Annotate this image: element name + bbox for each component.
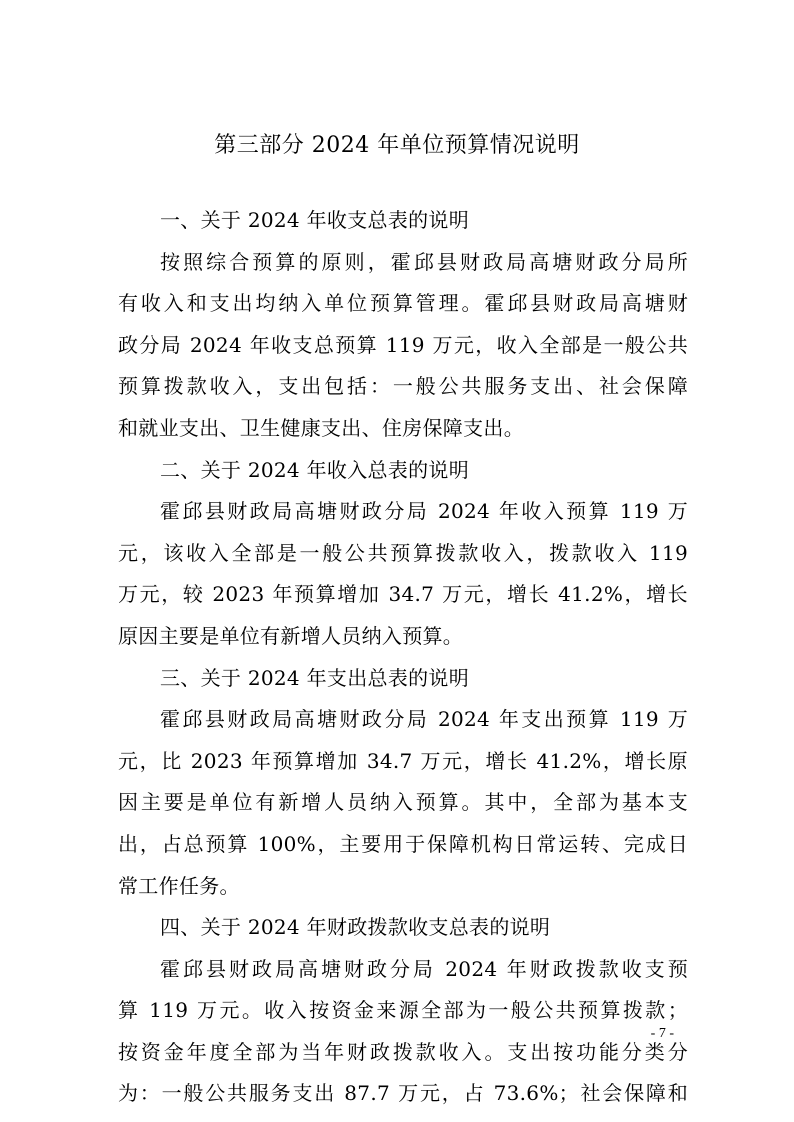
paragraph-line: 元，比 2023 年预算增加 34.7 万元，增长 41.2%，增长原 bbox=[118, 748, 688, 773]
paragraph-line: 原因主要是单位有新增人员纳入预算。 bbox=[118, 623, 464, 648]
section-heading-1: 一、关于 2024 年收支总表的说明 bbox=[160, 208, 470, 232]
paragraph-line: 常工作任务。 bbox=[118, 873, 240, 898]
paragraph-line: 霍邱县财政局高塘财政分局 2024 年财政拨款收支预 bbox=[160, 956, 688, 981]
section-heading-2: 二、关于 2024 年收入总表的说明 bbox=[160, 457, 470, 482]
paragraph-line: 出，占总预算 100%，主要用于保障机构日常运转、完成日 bbox=[118, 831, 688, 856]
body-text bbox=[118, 200, 688, 1115]
paragraph-line: 有收入和支出均纳入单位预算管理。霍邱县财政局高塘财 bbox=[118, 291, 688, 316]
paragraph-line: 政分局 2024 年收支总预算 119 万元，收入全部是一般公共 bbox=[118, 332, 688, 357]
paragraph-line: 因主要是单位有新增人员纳入预算。其中，全部为基本支 bbox=[118, 790, 688, 815]
paragraph-line: 霍邱县财政局高塘财政分局 2024 年支出预算 119 万 bbox=[160, 707, 688, 732]
paragraph-line: 按资金年度全部为当年财政拨款收入。支出按功能分类分 bbox=[118, 1039, 688, 1064]
paragraph-line: 霍邱县财政局高塘财政分局 2024 年收入预算 119 万 bbox=[160, 499, 688, 524]
page-number: - 7 - bbox=[650, 1026, 674, 1041]
paragraph-line: 万元，较 2023 年预算增加 34.7 万元，增长 41.2%，增长 bbox=[118, 582, 688, 607]
paragraph-line: 和就业支出、卫生健康支出、住房保障支出。 bbox=[118, 415, 524, 440]
section-heading-3: 三、关于 2024 年支出总表的说明 bbox=[160, 665, 470, 690]
paragraph-line: 元，该收入全部是一般公共预算拨款收入，拨款收入 119 bbox=[118, 540, 688, 565]
paragraph-line: 预算拨款收入，支出包括：一般公共服务支出、社会保障 bbox=[118, 374, 688, 399]
paragraph-line: 为：一般公共服务支出 87.7 万元，占 73.6%；社会保障和 bbox=[118, 1081, 688, 1106]
page-title: 第三部分 2024 年单位预算情况说明 bbox=[214, 133, 580, 158]
paragraph-line: 按照综合预算的原则，霍邱县财政局高塘财政分局所 bbox=[160, 249, 688, 274]
section-heading-4: 四、关于 2024 年财政拨款收支总表的说明 bbox=[160, 915, 551, 940]
paragraph-line: 算 119 万元。收入按资金来源全部为一般公共预算拨款； bbox=[118, 998, 688, 1023]
